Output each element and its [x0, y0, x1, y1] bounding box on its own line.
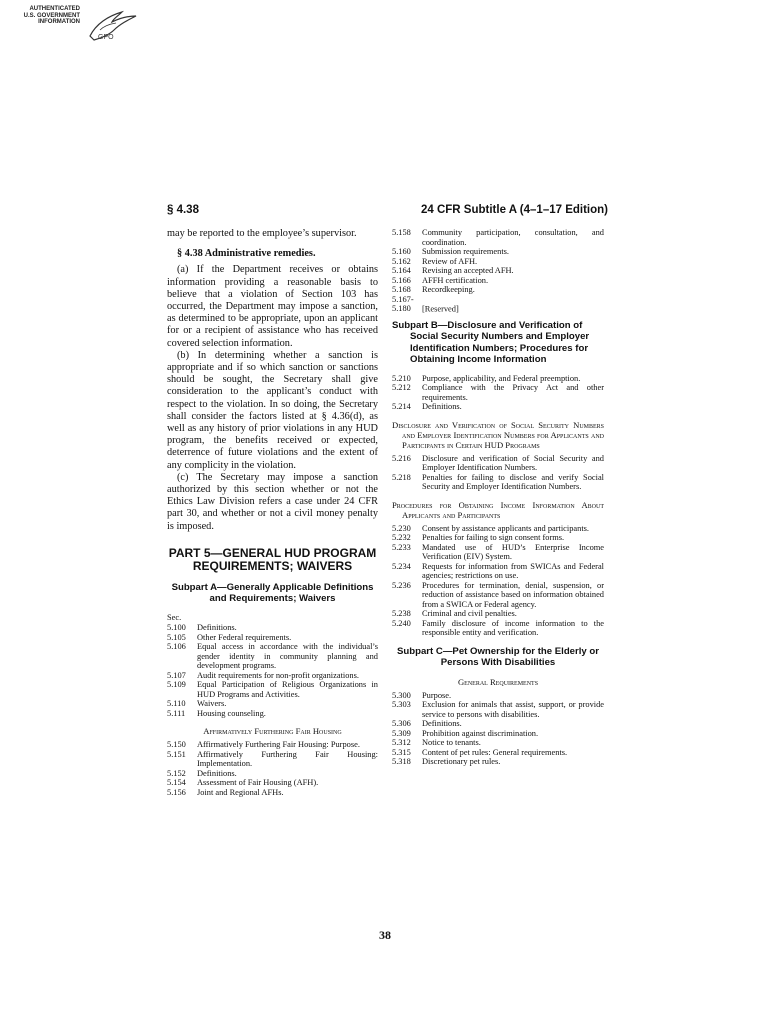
- section-number: 5.212: [392, 383, 411, 392]
- section-number: 5.306: [392, 719, 411, 728]
- page-number: 38: [379, 928, 391, 942]
- toc-entry: [392, 473, 604, 492]
- section-number: 5.152: [167, 768, 186, 778]
- gpo-label: GPO: [98, 34, 114, 41]
- running-head: [167, 204, 608, 220]
- section-title: Discretionary pet rules.: [422, 757, 501, 766]
- section-title: [Reserved]: [422, 304, 459, 313]
- section-number: 5.233: [392, 542, 411, 552]
- toc-entry: [392, 719, 604, 729]
- section-title: Disclosure and verification of Social Security and Employer Identification Numbers.: [422, 453, 604, 472]
- toc-entry: [392, 276, 604, 286]
- income-heading: Procedures for Obtaining Income Information About Applicants and Participants: [392, 499, 604, 520]
- toc-entry: [167, 740, 378, 750]
- subpart-c-title: Subpart C—Pet Ownership for the Elderly or Persons With Disabilities: [396, 645, 600, 668]
- toc-entry: [392, 402, 604, 412]
- section-number: 5.300: [392, 690, 411, 700]
- toc-entry: [392, 609, 604, 619]
- section-number: 5.230: [392, 523, 411, 533]
- toc-entry: [392, 454, 604, 473]
- section-title: Assessment of Fair Housing (AFH).: [197, 778, 319, 788]
- section-title: Review of AFH.: [422, 256, 478, 266]
- section-title: Recordkeeping.: [422, 285, 475, 294]
- section-number: 5.100: [167, 623, 186, 633]
- subpart-a-title: Subpart A—Generally Applicable Definitions and Requirements; Waivers: [171, 581, 374, 605]
- section-number: 5.106: [167, 642, 186, 652]
- toc-entry: [392, 562, 604, 581]
- toc-entry: [392, 619, 604, 638]
- toc-entry: [167, 671, 378, 681]
- section-title: Equal Participation of Religious Organizations in HUD Programs and Activities.: [197, 680, 378, 699]
- section-number: 5.158: [392, 228, 411, 237]
- section-title: Joint and Regional AFHs.: [197, 787, 284, 797]
- section-title: Waivers.: [197, 699, 227, 709]
- logo-line: AUTHENTICATED: [29, 6, 80, 12]
- toc-entry: [167, 769, 378, 779]
- ssn-heading: Disclosure and Verification of Social Security Numbers and Employer Identification Numbers for Applicants and Participants in Certain HUD Programs: [392, 419, 604, 450]
- toc-entry: [392, 533, 604, 543]
- toc-entry: [392, 691, 604, 701]
- toc-entry: [392, 738, 604, 748]
- paragraph-c: (c) The Secretary may impose a sanction authorized by this section whether or not the Ethics Law Division refers a case under 24 CFR part 30, and whether or not a civil money penalty is imposed.: [167, 471, 378, 532]
- section-number: 5.318: [392, 757, 411, 766]
- gpo-authentication-logo: [10, 6, 140, 50]
- section-title: Consent by assistance applicants and participants.: [422, 523, 589, 533]
- title-edition: 24 CFR Subtitle A (4–1–17 Edition): [420, 204, 608, 216]
- section-title: Procedures for termination, denial, suspension, or reduction of assistance based on information obtained from a SWICA or Federal agency.: [422, 580, 604, 609]
- section-number: 5.156: [167, 787, 186, 797]
- toc-entry: [392, 729, 604, 739]
- section-title: Purpose.: [422, 690, 452, 700]
- toc-entry: [392, 295, 604, 314]
- toc-entry: [392, 228, 604, 247]
- section-number: 5.232: [392, 533, 411, 542]
- section-title: Equal access in accordance with the individual’s gender identity in community planning and development programs.: [197, 642, 378, 671]
- section-number: 5.162: [392, 256, 411, 266]
- sec-label: Sec.: [167, 612, 182, 622]
- affh-heading: Affirmatively Furthering Fair Housing: [203, 726, 342, 737]
- section-number: 5.312: [392, 738, 411, 747]
- paragraph-b: (b) In determining whether a sanction is appropriate and if so which sanction or sanctions should be sought, the Secretary shall give consideration to the applicant’s conduct with respect to the violation. In so doing, the Secretary shall consider the factors listed at § 4.36(d), as well as any history of prior violations in any HUD program, the benefits received or expected, deterrence of future violations and the extent of any complicity in the violation.: [167, 349, 378, 471]
- toc-entry: [167, 623, 378, 633]
- section-number: 5.214: [392, 402, 411, 411]
- toc-entry: [392, 374, 604, 384]
- section-title: Penalties for failing to disclose and verify Social Security and Employer Identification Numbers.: [422, 472, 604, 491]
- affh-list-continued: [392, 228, 604, 314]
- section-title: Exclusion for animals that assist, support, or provide service to persons with disabilities.: [422, 700, 604, 719]
- section-number: 5.168: [392, 285, 411, 294]
- toc-entry: [392, 266, 604, 276]
- toc-entry: [392, 383, 604, 402]
- section-title: Prohibition against discrimination.: [422, 728, 539, 738]
- section-number: 5.167-5.180: [392, 294, 414, 313]
- toc-entry: [167, 750, 378, 769]
- part-title: PART 5—GENERAL HUD PROGRAM REQUIREMENTS; WAIVERS: [168, 545, 377, 574]
- toc-entry: [167, 680, 378, 699]
- section-number: 5.105: [167, 632, 186, 642]
- toc-entry: [392, 257, 604, 267]
- section-number: 5.111: [167, 708, 186, 718]
- section-title: Purpose, applicability, and Federal preemption.: [422, 373, 581, 383]
- section-heading: § 4.38 Administrative remedies.: [177, 248, 316, 260]
- section-title: Affirmatively Furthering Fair Housing: Purpose.: [197, 740, 360, 750]
- section-number: 5.216: [392, 453, 411, 463]
- intro-text: may be reported to the employee’s supervisor.: [167, 228, 357, 239]
- toc-entry: [167, 788, 378, 798]
- section-number: 5.166: [392, 275, 411, 285]
- section-indicator: § 4.38: [167, 204, 199, 216]
- section-title: Audit requirements for non-profit organizations.: [197, 670, 359, 680]
- toc-entry: [392, 247, 604, 257]
- toc-right: [392, 228, 604, 767]
- toc-entry: [392, 285, 604, 295]
- section-number: 5.150: [167, 740, 186, 750]
- toc-entry: [167, 633, 378, 643]
- toc-entry: [392, 700, 604, 719]
- section-number: 5.164: [392, 266, 411, 275]
- section-title: Affirmatively Furthering Fair Housing: Implementation.: [197, 749, 378, 769]
- section-title: Requests for information from SWICAs and Federal agencies; restrictions on use.: [422, 561, 604, 580]
- section-title: Penalties for failing to sign consent forms.: [422, 533, 565, 542]
- section-title: Criminal and civil penalties.: [422, 609, 517, 618]
- subpart-a-list: [167, 623, 378, 718]
- toc-entry: [167, 699, 378, 709]
- section-number: 5.110: [167, 699, 186, 709]
- section-number: 5.234: [392, 561, 411, 571]
- section-title: Notice to tenants.: [422, 738, 481, 747]
- section-number: 5.218: [392, 472, 411, 482]
- section-title: Housing counseling.: [197, 708, 266, 718]
- section-title: Definitions.: [197, 623, 237, 633]
- section-number: 5.210: [392, 373, 411, 383]
- general-heading: General Requirements: [457, 676, 539, 687]
- toc-entry: [392, 748, 604, 758]
- section-number: 5.236: [392, 580, 411, 590]
- toc-entry: [392, 581, 604, 610]
- logo-line: INFORMATION: [38, 19, 80, 25]
- section-title: Compliance with the Privacy Act and other requirements.: [422, 383, 604, 402]
- section-title: Content of pet rules: General requirements.: [422, 747, 568, 757]
- logo-text: [10, 6, 80, 26]
- ssn-list: [392, 454, 604, 492]
- section-number: 5.238: [392, 609, 411, 618]
- section-number: 5.303: [392, 700, 411, 709]
- section-title: Community participation, consultation, and coordination.: [422, 228, 604, 247]
- subpart-b-list: [392, 374, 604, 412]
- section-number: 5.154: [167, 778, 186, 788]
- section-number: 5.109: [167, 680, 186, 690]
- affh-list: [167, 740, 378, 797]
- section-number: 5.160: [392, 247, 411, 256]
- section-number: 5.151: [167, 749, 186, 759]
- section-number: 5.107: [167, 670, 186, 680]
- section-title: Family disclosure of income information to the responsible entity and verification.: [422, 618, 604, 637]
- paragraph-a: (a) If the Department receives or obtains information providing a reasonable basis to believe that a violation of Section 103 has occurred, the Department may impose a sanction, as determined to be appropriate, upon an applicant for or a recipient of assistance who has received covered selection information.: [167, 264, 378, 349]
- subpart-c-list: [392, 691, 604, 767]
- income-list: [392, 524, 604, 638]
- right-column: [392, 228, 604, 767]
- subpart-b-title: Subpart B—Disclosure and Verification of Social Security Numbers and Employer Identification Numbers; Procedures for Obtaining Income Information: [392, 319, 590, 365]
- section-number: 5.240: [392, 618, 411, 628]
- section-title: Mandated use of HUD’s Enterprise Income Verification (EIV) System.: [422, 542, 604, 561]
- section-title: Submission requirements.: [422, 247, 510, 256]
- section-title: Definitions.: [197, 768, 237, 778]
- section-title: Definitions.: [422, 402, 462, 411]
- section-title: Revising an accepted AFH.: [422, 266, 514, 275]
- left-column: [167, 228, 378, 797]
- section-number: 5.309: [392, 728, 411, 738]
- toc-entry: [392, 543, 604, 562]
- toc-entry: [167, 642, 378, 671]
- toc-entry: [167, 709, 378, 719]
- section-title: Definitions.: [422, 719, 462, 728]
- section-title: Other Federal requirements.: [197, 632, 292, 642]
- logo-line: U.S. GOVERNMENT: [23, 12, 80, 19]
- section-number: 5.315: [392, 747, 411, 757]
- toc-entry: [392, 757, 604, 767]
- toc-entry: [392, 524, 604, 534]
- toc-left: [167, 613, 378, 798]
- section-title: AFFH certification.: [422, 275, 489, 285]
- toc-entry: [167, 778, 378, 788]
